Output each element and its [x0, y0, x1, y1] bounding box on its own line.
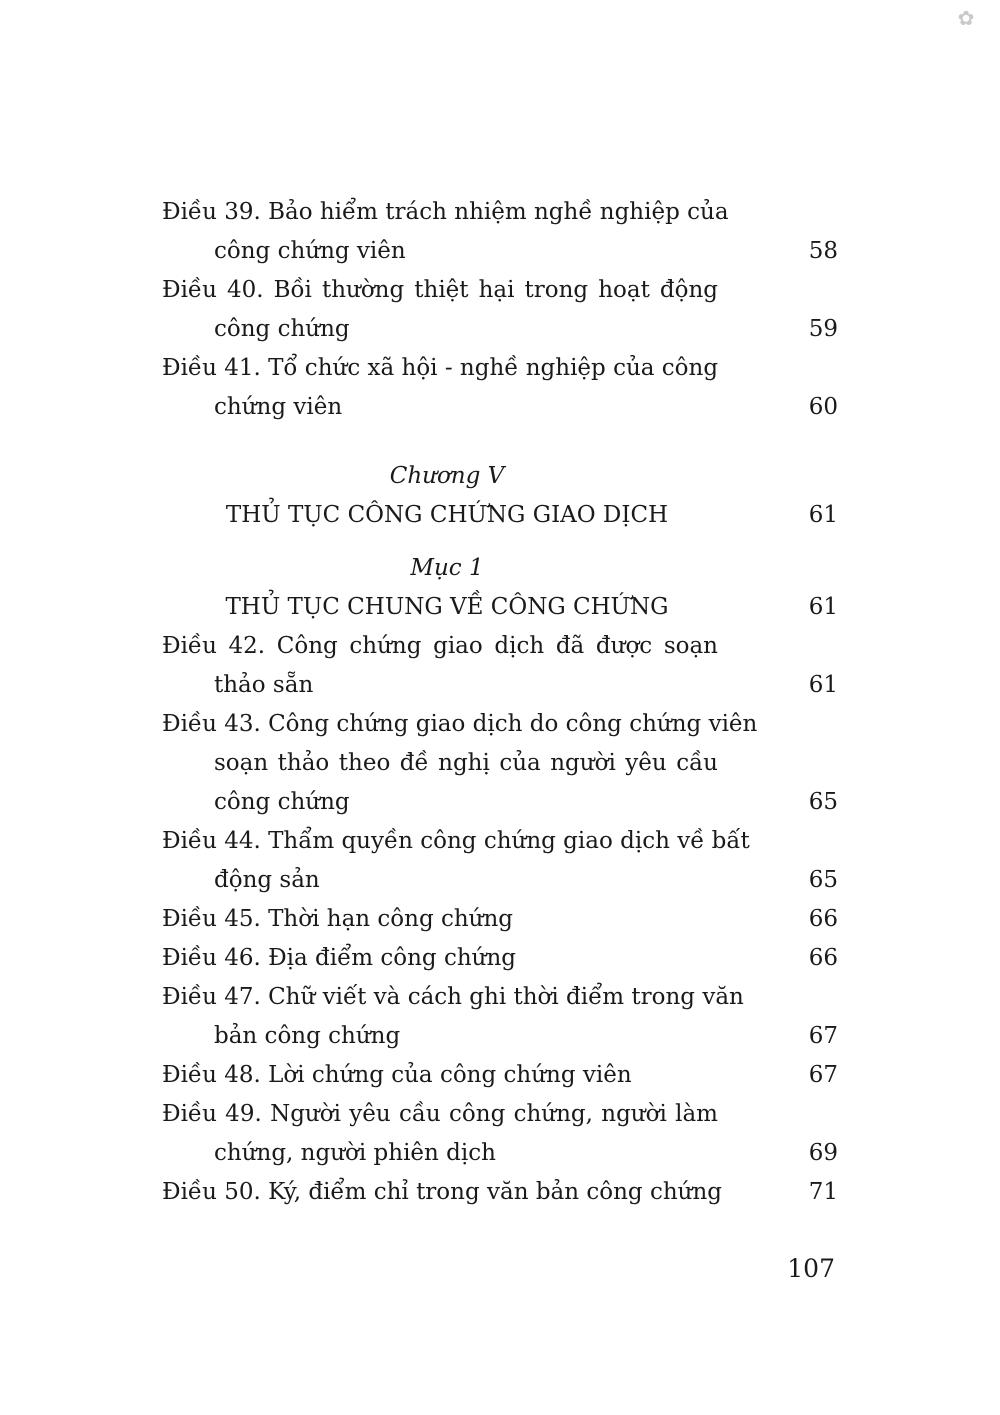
chapter-page: 61 [808, 502, 838, 528]
toc-entry [162, 1173, 838, 1212]
toc-entry [162, 349, 838, 427]
toc-entry-page: 65 [808, 789, 838, 815]
toc-entry-line [162, 627, 838, 666]
toc-entry-line [162, 1134, 838, 1173]
toc-entry-text: chứng viên [214, 394, 343, 420]
toc-entry-text: soạn thảo theo đề nghị của người yêu cầu [214, 750, 718, 776]
toc-entry-text: công chứng [214, 789, 350, 815]
toc-entry-text: Điều 44. Thẩm quyền công chứng giao dịch về bất [162, 828, 750, 854]
toc-group-section-1 [162, 627, 838, 1212]
toc-entry-line [162, 705, 838, 744]
toc-entry [162, 193, 838, 271]
toc-entry-text: Điều 42. Công chứng giao dịch đã được soạn [162, 633, 718, 659]
spacer [162, 427, 838, 457]
toc-entry-line [162, 783, 838, 822]
toc-entry-text: Điều 41. Tổ chức xã hội - nghề nghiệp của công [162, 355, 719, 381]
toc-entry-line [162, 1017, 838, 1056]
toc-entry-line [162, 1173, 838, 1212]
toc-entry-text: Điều 47. Chữ viết và cách ghi thời điểm trong văn [162, 984, 744, 1010]
section-title-text: THỦ TỤC CHUNG VỀ CÔNG CHỨNG [225, 594, 669, 620]
toc-entry-page: 66 [808, 906, 838, 932]
toc-entry-line [162, 232, 838, 271]
toc-entry-line [162, 310, 838, 349]
toc-entry-page: 59 [808, 316, 838, 342]
toc-entry [162, 271, 838, 349]
toc-entry-text: thảo sẵn [214, 672, 314, 698]
toc-entry-line [162, 900, 838, 939]
toc-entry-page: 67 [808, 1062, 838, 1088]
toc-entry-text: bản công chứng [214, 1023, 401, 1049]
toc-group-chapter-iv [162, 193, 838, 427]
toc-entry-line [162, 388, 838, 427]
toc-entry [162, 627, 838, 705]
chapter-label: Chương V [389, 463, 505, 489]
toc-entry-line [162, 666, 838, 705]
section-page: 61 [808, 594, 838, 620]
toc-entry-text: công chứng [214, 316, 350, 342]
toc-entry-page: 71 [808, 1179, 838, 1205]
toc-entry-page: 65 [808, 867, 838, 893]
chapter-title [162, 495, 838, 535]
toc-entry-line [162, 349, 838, 388]
page-number: 107 [787, 1254, 835, 1283]
toc-entry-text: Điều 50. Ký, điểm chỉ trong văn bản công chứng [162, 1179, 723, 1205]
toc-entry [162, 978, 838, 1056]
toc-entry-line [162, 271, 838, 310]
toc-entry-line [162, 939, 838, 978]
toc-entry [162, 939, 838, 978]
toc-entry-page: 58 [808, 238, 838, 264]
toc-entry-line [162, 861, 838, 900]
section-title [162, 587, 838, 627]
section-label: Mục 1 [410, 555, 484, 581]
flower-icon: ✿ [957, 6, 975, 30]
toc-entry-text: công chứng viên [214, 238, 406, 264]
toc-entry-text: Điều 45. Thời hạn công chứng [162, 906, 514, 932]
toc-entry-line [162, 1095, 838, 1134]
toc-entry-page: 66 [808, 945, 838, 971]
toc-entry-text: động sản [214, 867, 320, 893]
toc-entry-line [162, 822, 838, 861]
toc-entry [162, 822, 838, 900]
toc-entry-text: Điều 48. Lời chứng của công chứng viên [162, 1062, 632, 1088]
toc-entry-line [162, 1056, 838, 1095]
toc-entry-text: Điều 43. Công chứng giao dịch do công chứng viên [162, 711, 758, 737]
toc-entry-page: 67 [808, 1023, 838, 1049]
toc-entry [162, 1056, 838, 1095]
toc-entry-line [162, 744, 838, 783]
toc-entry-text: Điều 40. Bồi thường thiệt hại trong hoạt động [162, 277, 718, 303]
toc-entry-page: 69 [808, 1140, 838, 1166]
toc-entry [162, 1095, 838, 1173]
table-of-contents [162, 193, 838, 1212]
toc-entry [162, 705, 838, 822]
toc-entry-text: Điều 46. Địa điểm công chứng [162, 945, 516, 971]
toc-entry-line [162, 193, 838, 232]
spacer [162, 535, 838, 549]
toc-entry-text: chứng, người phiên dịch [214, 1140, 496, 1166]
toc-entry-page: 61 [808, 672, 838, 698]
chapter-title-text: THỦ TỤC CÔNG CHỨNG GIAO DỊCH [225, 502, 669, 528]
toc-entry-page: 60 [808, 394, 838, 420]
toc-entry-text: Điều 39. Bảo hiểm trách nhiệm nghề nghiệp của [162, 199, 729, 225]
toc-entry-line [162, 978, 838, 1017]
toc-entry [162, 900, 838, 939]
toc-entry-text: Điều 49. Người yêu cầu công chứng, người làm [162, 1101, 718, 1127]
